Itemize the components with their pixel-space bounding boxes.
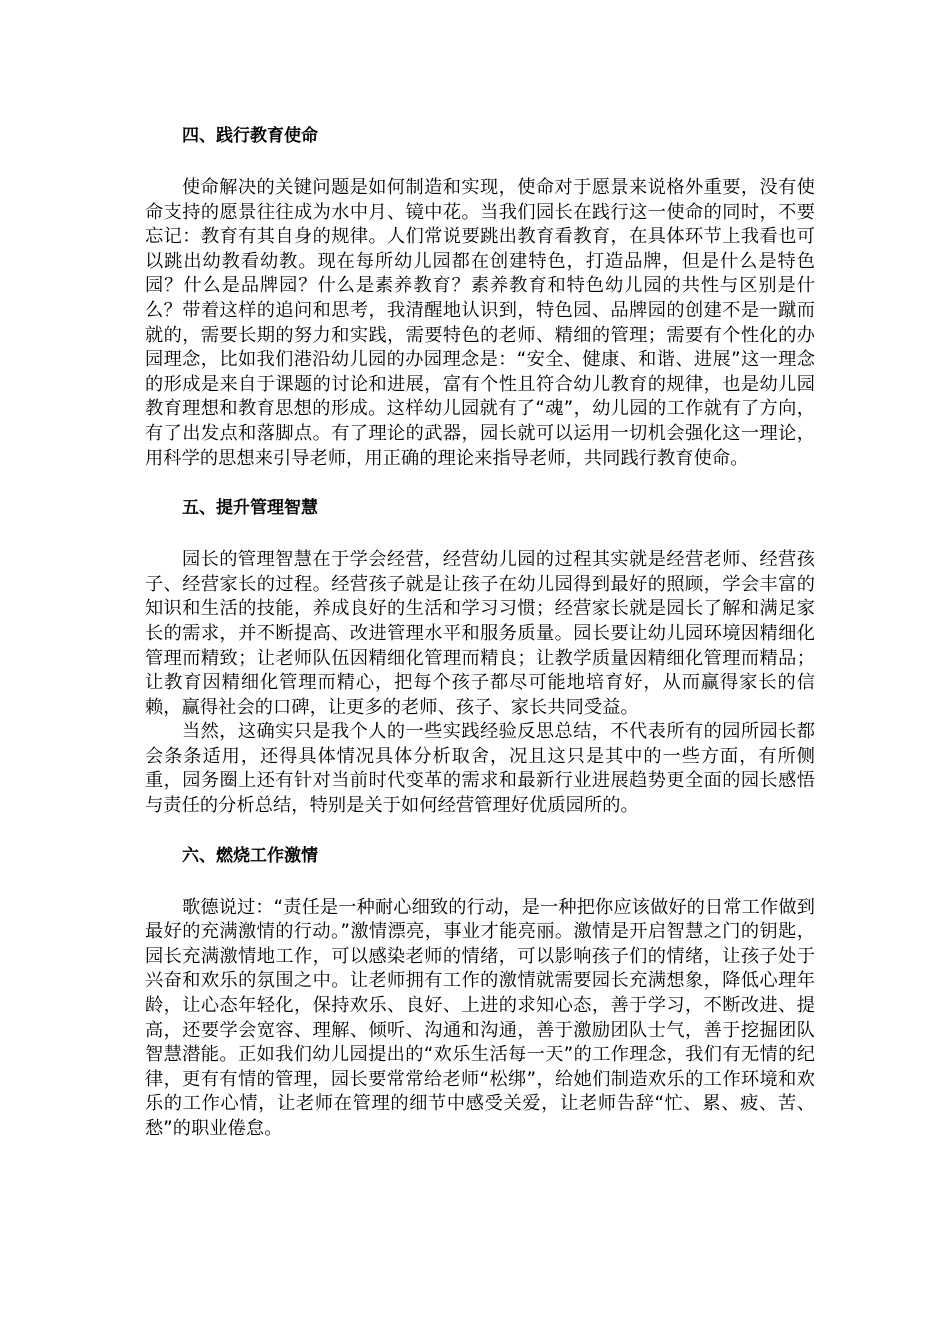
section-heading: 四、践行教育使命 [182,126,318,146]
section-heading: 五、提升管理智慧 [182,498,318,519]
paragraph: 当然，这确实只是我个人的一些实践经验反思总结，不代表所有的园所园长都会条条适用，还得具体情况具体分析取舍，况且这只是其中的一些方面，有所侧重，园务圈上还有针对当前时代变革的需求和最新行业进展趋势更全面的园长感悟与责任的分析总结，特别是关于如何经营管理好优质园所的。 [145,721,815,817]
section-5 [145,496,815,819]
paragraph: 园长的管理智慧在于学会经营，经营幼儿园的过程其实就是经营老师、经营孩子、经营家长的过程。经营孩子就是让孩子在幼儿园得到最好的照顾，学会丰富的知识和生活的技能，养成良好的生活和学习习惯；经营家长就是园长了解和满足家长的需求，并不断提高、改进管理水平和服务质量。园长要让幼儿园环境因精细化管理而精致；让老师队伍因精细化管理而精良；让教学质量因精细化管理而精品；让教育因精细化管理而精心，把每个孩子都尽可能地培育好，从而赢得家长的信赖，赢得社会的口碑，让更多的老师、孩子、家长共同受益。 [145,549,815,718]
section-6 [145,844,815,1142]
paragraph: 歌德说过：“责任是一种耐心细致的行动，是一种把你应该做好的日常工作做到最好的充满激情的行动。”激情漂亮，事业才能亮丽。激情是开启智慧之门的钥匙，园长充满激情地工作，可以感染老师的情绪，可以影响孩子们的情绪，让孩子处于兴奋和欢乐的氛围之中。让老师拥有工作的激情就需要园长充满想象，降低心理年龄，让心态年轻化，保持欢乐、良好、上进的求知心态，善于学习，不断改进、提高，还要学会宽容、理解、倾听、沟通和沟通，善于激励团队士气，善于挖掘团队智慧潜能。正如我们幼儿园提出的“欢乐生活每一天”的工作理念，我们有无情的纪律，更有有情的管理，园长要常常给老师“松绑”，给她们制造欢乐的工作环境和欢乐的工作心情，让老师在管理的细节中感受关爱，让老师告辞“忙、累、疲、苦、愁”的职业倦怠。 [145,896,815,1139]
paragraph: 使命解决的关键问题是如何制造和实现，使命对于愿景来说格外重要，没有使命支持的愿景往往成为水中月、镜中花。当我们园长在践行这一使命的同时，不要忘记：教育有其自身的规律。人们常说要跳出教育看教育，在具体环节上我看也可以跳出幼教看幼教。现在每所幼儿园都在创建特色，打造品牌，但是什么是特色园？什么是品牌园？什么是素养教育？素养教育和特色幼儿园的共性与区别是什么？带着这样的追问和思考，我清醒地认识到，特色园、品牌园的创建不是一蹴而就的，需要长期的努力和实践，需要特色的老师、精细的管理；需要有个性化的办园理念，比如我们港沿幼儿园的办园理念是：“安全、健康、和谐、进展”这一理念的形成是来自于课题的讨论和进展，富有个性且符合幼儿教育的规律，也是幼儿园教育理想和教育思想的形成。这样幼儿园就有了“魂”，幼儿园的工作就有了方向，有了出发点和落脚点。有了理论的武器，园长就可以运用一切机会强化这一理论，用科学的思想来引导老师，用正确的理论来指导老师，共同践行教育使命。 [145,177,815,469]
section-heading: 六、燃烧工作激情 [182,845,318,866]
document-body [145,124,815,1142]
section-4 [145,124,815,471]
